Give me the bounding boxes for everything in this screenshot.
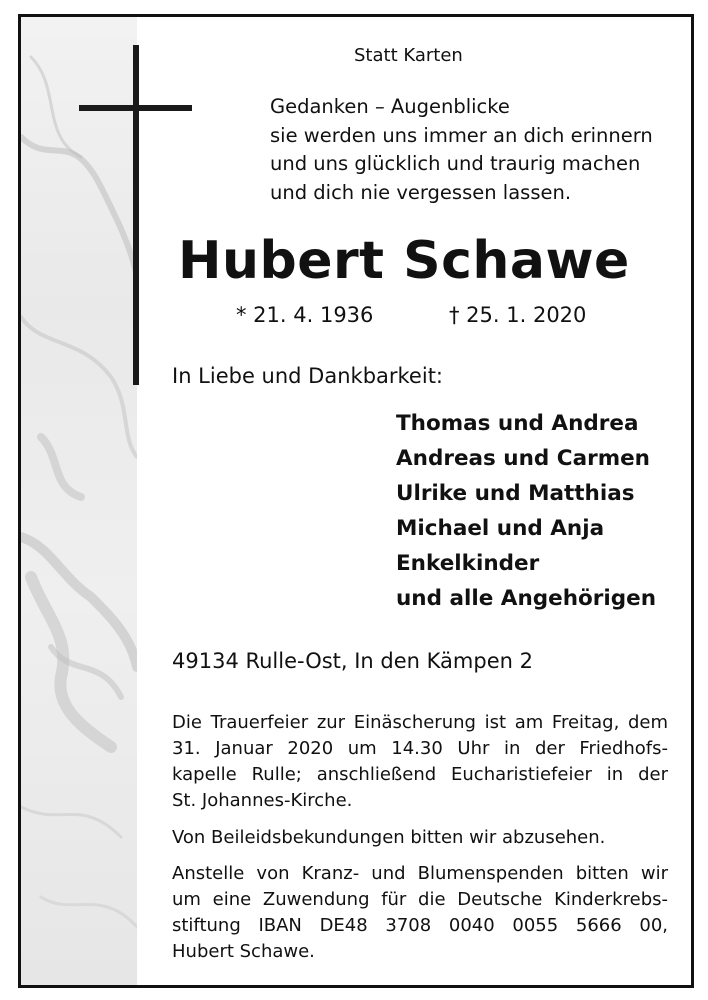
- condolence-paragraph: [172, 825, 668, 851]
- donation-line: Hubert Schawe.: [172, 941, 315, 962]
- ceremony-line: St. Johannes-Kirche.: [172, 790, 353, 811]
- marble-veins: [21, 17, 137, 985]
- cross-horizontal-bar: [79, 105, 192, 111]
- deceased-name: Hubert Schawe: [178, 231, 630, 291]
- ceremony-line: kapelle Rulle; anschließend Eucharistiefeier in der: [172, 764, 668, 785]
- ceremony-line: Die Trauerfeier zur Einäscherung ist am Freitag, dem: [172, 712, 668, 733]
- poem-line: sie werden uns immer an dich erinnern: [270, 123, 653, 147]
- header-text: Statt Karten: [354, 45, 463, 66]
- marble-background: [21, 17, 137, 985]
- mourners-intro: In Liebe und Dankbarkeit:: [172, 364, 444, 388]
- mourner-entry: und alle Angehörigen: [396, 586, 657, 611]
- mourner-entry: Enkelkinder: [396, 551, 540, 576]
- mourner-entry: Michael und Anja: [396, 516, 605, 541]
- mourner-entry: Ulrike und Matthias: [396, 481, 635, 506]
- mourner-entry: Thomas und Andrea: [396, 411, 639, 436]
- donation-line: stiftung IBAN DE48 3708 0040 0055 5666 00,: [172, 915, 668, 936]
- cross-vertical-bar: [133, 45, 139, 385]
- mourners-list: [396, 406, 656, 616]
- death-date: † 25. 1. 2020: [449, 303, 587, 327]
- obituary-frame: [18, 14, 694, 988]
- poem-line: und dich nie vergessen lassen.: [270, 180, 572, 204]
- address: 49134 Rulle-Ost, In den Kämpen 2: [172, 649, 533, 673]
- ceremony-line: 31. Januar 2020 um 14.30 Uhr in der Friedhofs-: [172, 738, 668, 759]
- poem-line: Gedanken – Augenblicke: [270, 95, 510, 118]
- ceremony-paragraph: [172, 710, 668, 814]
- donation-line: um eine Zuwendung für die Deutsche Kinderkrebs-: [172, 889, 668, 910]
- mourner-entry: Andreas und Carmen: [396, 446, 650, 471]
- poem: [270, 93, 653, 207]
- birth-date: * 21. 4. 1936: [236, 303, 374, 327]
- poem-line: und uns glücklich und traurig machen: [270, 152, 641, 175]
- donation-line: Anstelle von Kranz- und Blumenspenden bitten wir: [172, 863, 668, 884]
- condolence-note: Von Beileidsbekundungen bitten wir abzusehen.: [172, 827, 606, 848]
- donation-paragraph: [172, 861, 668, 965]
